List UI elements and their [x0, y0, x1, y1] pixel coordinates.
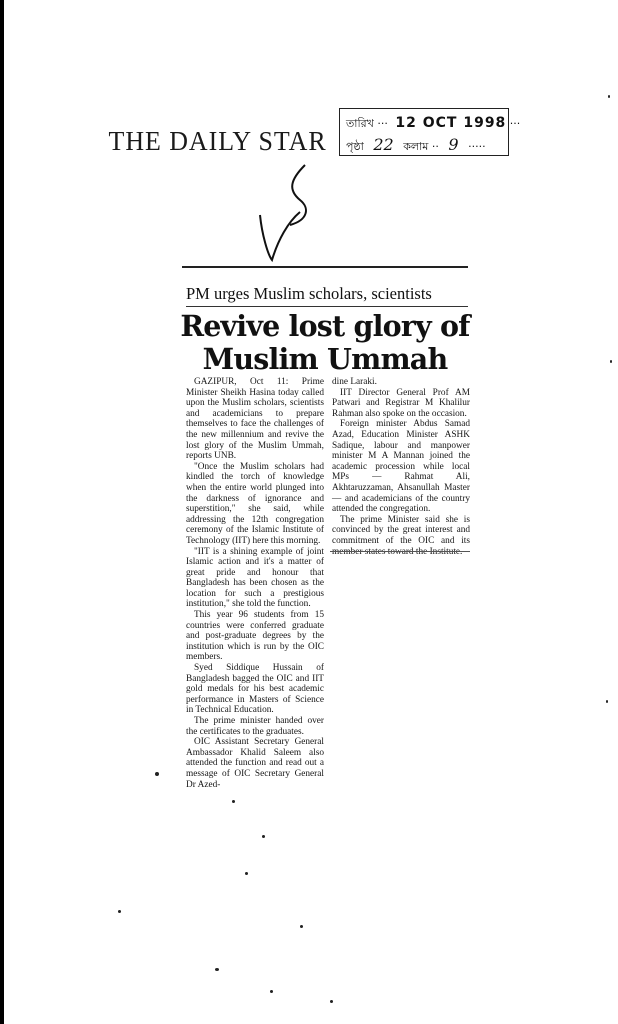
handwritten-mark-icon [250, 160, 330, 270]
article-column-1 [186, 377, 324, 790]
stamp-page-value: 22 [373, 135, 394, 154]
article-kicker: PM urges Muslim scholars, scientists [186, 284, 468, 307]
paragraph: Foreign minister Abdus Samad Azad, Education Minister ASHK Sadique, labour and manpower minister M A Mannan joined the academic procession while local MPs — Rahmat Ali, Akhtaruzzaman, Ahsanullah Master — and academicians of the country attended the congregation. [332, 419, 470, 515]
clipping-top-rule [182, 266, 468, 268]
stamp-page-row: পৃষ্ঠা 22 কলাম ·· 9 ····· [346, 135, 486, 154]
paragraph: OIC Assistant Secretary General Ambassador Khalid Saleem also attended the function and read out a message of OIC Secretary General Dr Azed- [186, 737, 324, 790]
stamp-date-label: তারিখ [346, 117, 374, 130]
paragraph: The prime Minister said she is convinced by the great interest and commitment of the OIC and its [332, 514, 470, 546]
paragraph: The prime minister handed over the certificates to the graduates. [186, 716, 324, 737]
paragraph: Syed Siddique Hussain of Bangladesh bagged the OIC and IIT gold medals for his best academic performance in Masters of Science in Technical Education. [186, 663, 324, 716]
article-column-2 [332, 377, 470, 557]
stamp-column-value: 9 [448, 135, 459, 154]
article-headline [180, 310, 470, 376]
paragraph: This year 96 students from 15 countries were conferred graduate and post-graduate degrees by the institution which is run by the OIC members. [186, 610, 324, 663]
newspaper-masthead: THE DAILY STAR [108, 126, 327, 156]
paragraph: IIT Director General Prof AM Patwari and Registrar M Khalilur Rahman also spoke on the occasion. [332, 387, 470, 419]
news-clipping [180, 266, 470, 790]
column-end-rule [330, 551, 470, 552]
headline-line-1: Revive lost glory of [180, 309, 470, 343]
headline-line-2: Muslim Ummah [202, 342, 448, 376]
stamp-date-value: 12 OCT 1998 [395, 115, 507, 131]
stamp-page-label: পৃষ্ঠা [346, 140, 364, 153]
paragraph: "IIT is a shining example of joint Islamic action and it's a matter of great pride and honour that Bangladesh has been chosen as the location for such a prestigious institution," she told the function. [186, 546, 324, 610]
archive-stamp [339, 108, 521, 156]
paragraph: "Once the Muslim scholars had kindled the torch of knowledge when the entire world plunged into the darkness of ignorance and superstition," she said, while addressing the 12th congregation ceremony of the Islamic Institute of Technology (IIT) here this morning. [186, 461, 324, 546]
paragraph: dine Laraki. [332, 377, 377, 387]
stamp-column-label: কলাম [403, 140, 429, 153]
paragraph: GAZIPUR, Oct 11: Prime Minister Sheikh Hasina today called upon the Muslim scholars, scientists and academicians to prepare themselves to face the challenges of the new millennium and revive the lost glory of the Muslim Ummah, reports UNB. [186, 377, 324, 462]
stamp-date-row: তারিখ ··· 12 OCT 1998 ··· [346, 115, 521, 131]
scan-left-border [0, 0, 4, 1024]
